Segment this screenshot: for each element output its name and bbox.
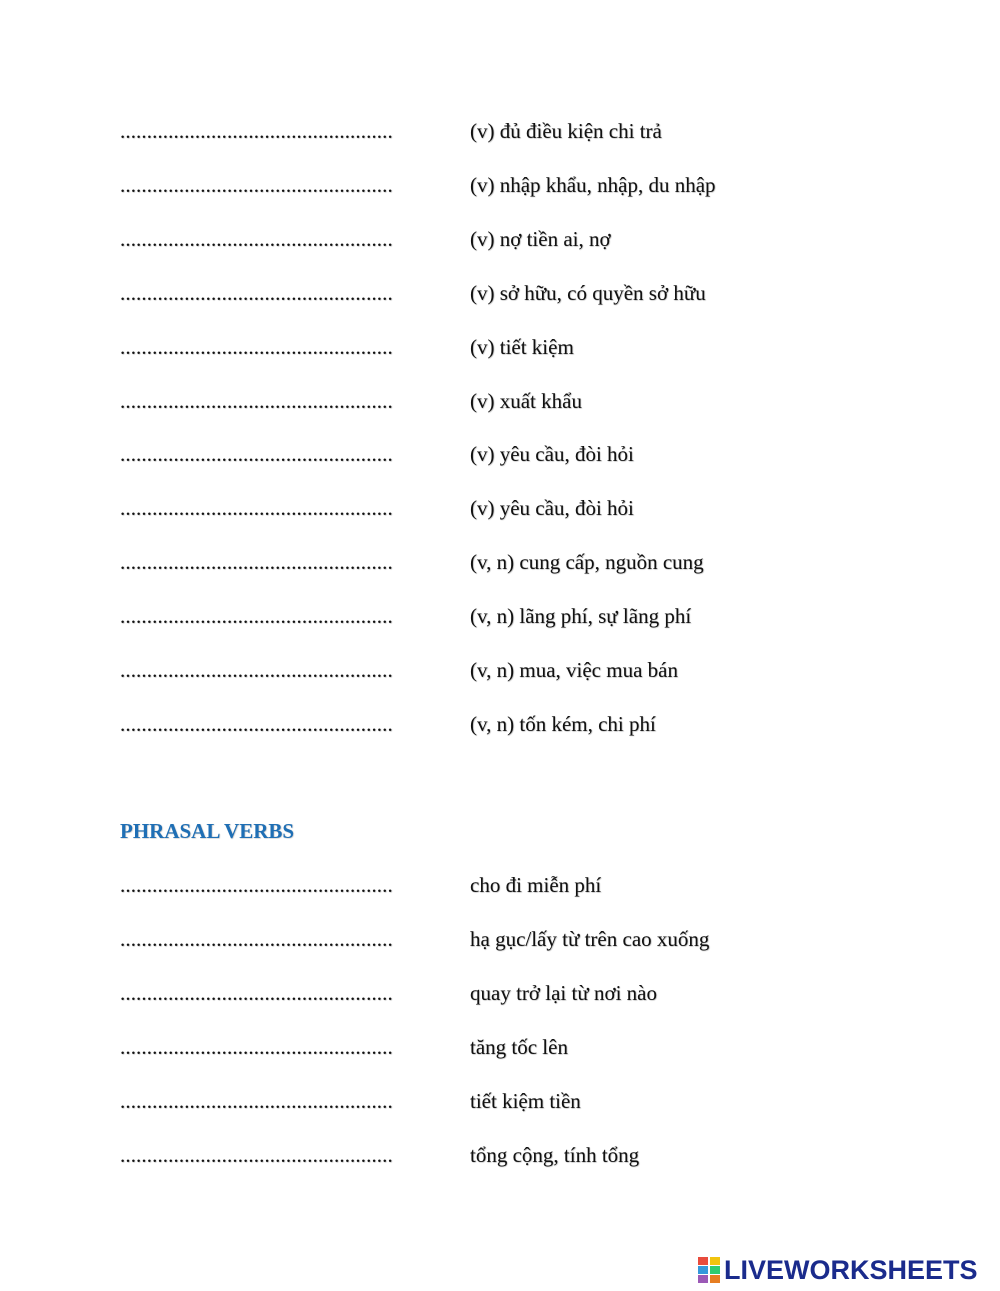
vocab-row [0,170,1000,200]
vocab-answer-blank[interactable]: ................................................... [120,604,393,629]
phrasal-verbs-heading: PHRASAL VERBS [120,819,295,843]
phrasal-verb-answer-blank[interactable]: ................................................... [120,980,393,1005]
vocab-meaning: (v, n) mua, việc mua bán [470,658,678,682]
vocab-answer-blank[interactable]: ................................................... [120,119,393,143]
vocab-answer-blank[interactable]: ................................................... [120,172,393,197]
vocab-answer-blank[interactable]: ................................................... [120,442,393,467]
vocab-row [0,332,1000,362]
liveworksheets-blocks-icon [698,1257,720,1283]
phrasal-verb-answer-blank[interactable]: ................................................... [120,1088,393,1113]
phrasal-verb-answer-blank[interactable]: ................................................... [120,873,393,897]
phrasal-verb-answer-blank[interactable]: ................................................... [120,1142,393,1167]
vocab-meaning: (v) nợ tiền ai, nợ [470,226,611,251]
vocab-row [0,278,1000,308]
vocab-row [0,386,1000,416]
vocab-row [0,547,1000,577]
vocab-meaning: (v) đủ điều kiện chi trả [470,119,662,143]
vocab-meaning: (v) nhập khẩu, nhập, du nhập [470,172,716,197]
vocab-answer-blank[interactable]: ................................................... [120,550,393,575]
vocab-answer-blank[interactable]: ................................................... [120,658,393,682]
vocab-answer-blank[interactable]: ................................................... [120,280,393,305]
vocab-meaning: (v) yêu cầu, đòi hỏi [470,496,634,521]
phrasal-verb-row [0,1140,1000,1170]
phrasal-verb-meaning: hạ gục/lấy từ trên cao xuống [470,926,710,951]
phrasal-verb-row [0,924,1000,954]
vocab-answer-blank[interactable]: ................................................... [120,711,393,736]
vocab-meaning: (v) yêu cầu, đòi hỏi [470,442,634,467]
vocab-answer-blank[interactable]: ................................................... [120,334,393,359]
phrasal-verb-row [0,1086,1000,1116]
phrasal-verb-answer-blank[interactable]: ................................................... [120,926,393,951]
vocab-meaning: (v, n) lãng phí, sự lãng phí [470,604,692,629]
phrasal-verb-answer-blank[interactable]: ................................................... [120,1034,393,1059]
vocab-row [0,709,1000,739]
vocab-answer-blank[interactable]: ................................................... [120,496,393,521]
phrasal-verb-meaning: tăng tốc lên [470,1034,568,1059]
vocab-row [0,224,1000,254]
vocab-answer-blank[interactable]: ................................................... [120,226,393,251]
vocab-meaning: (v, n) cung cấp, nguồn cung [470,550,704,575]
vocab-row [0,116,1000,146]
vocab-meaning: (v) tiết kiệm [470,334,574,359]
vocab-row [0,601,1000,631]
phrasal-verb-meaning: tổng cộng, tính tổng [470,1142,640,1167]
phrasal-verb-meaning: cho đi miễn phí [470,873,602,897]
phrasal-verb-row [0,978,1000,1008]
vocab-row [0,493,1000,523]
vocab-meaning: (v) sở hữu, có quyền sở hữu [470,280,706,305]
phrasal-verb-meaning: quay trở lại từ nơi nào [470,980,657,1005]
phrasal-verb-row [0,870,1000,900]
liveworksheets-wordmark: LIVEWORKSHEETS [724,1255,978,1285]
vocab-row [0,439,1000,469]
vocab-answer-blank[interactable]: ................................................... [120,388,393,413]
vocab-meaning: (v) xuất khẩu [470,388,582,413]
vocab-row [0,655,1000,685]
liveworksheets-logo [698,1252,978,1288]
phrasal-verb-meaning: tiết kiệm tiền [470,1088,581,1113]
phrasal-verb-row [0,1032,1000,1062]
vocab-meaning: (v, n) tốn kém, chi phí [470,711,656,736]
